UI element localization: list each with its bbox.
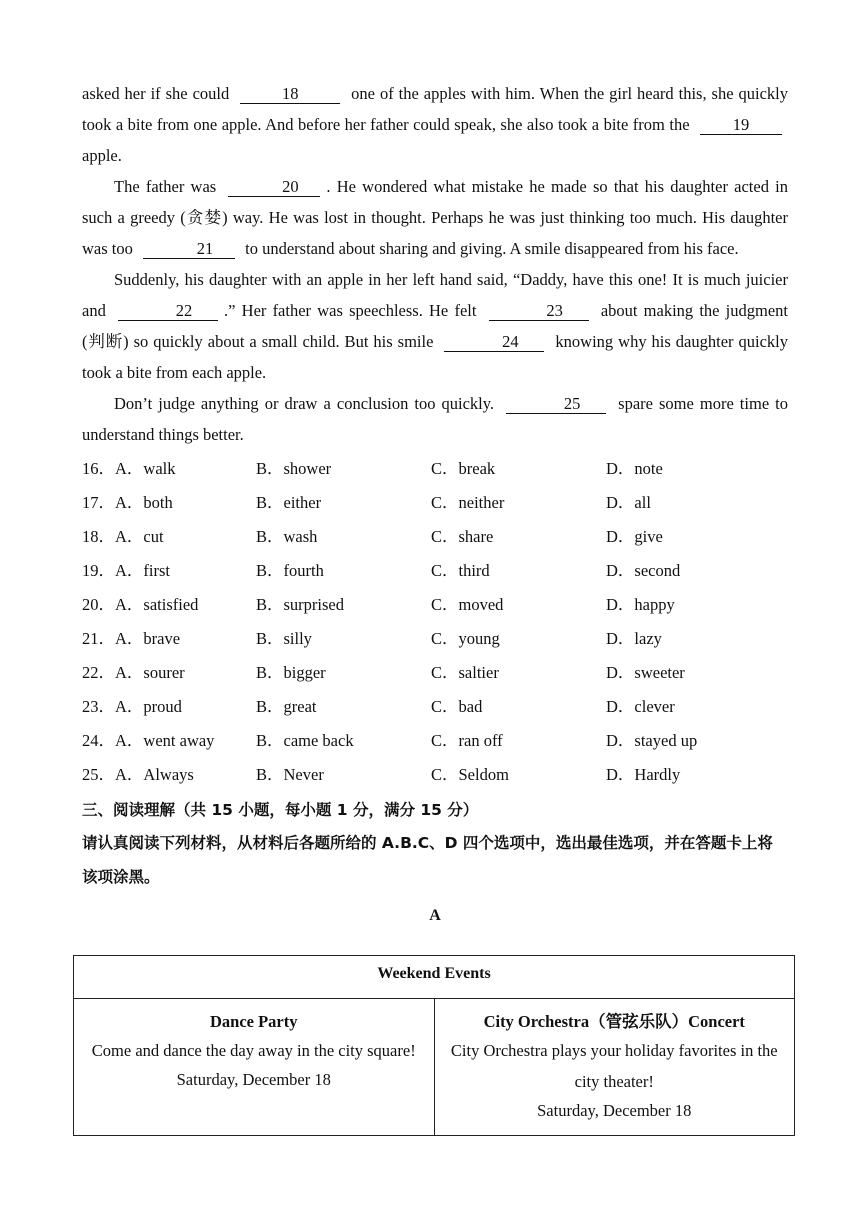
passage-text: spare some more time to understand things better. — [82, 394, 789, 444]
passage-text: to understand about sharing and giving. A smile disappeared from his face. — [245, 239, 739, 258]
answer-blank: 24 — [444, 333, 544, 352]
section-title: 三、阅读理解（共 15 小题，每小题 1 分，满分 15 分） — [82, 801, 479, 819]
option-c: C．break — [431, 459, 496, 478]
option-a: 22．A．sourer — [82, 663, 185, 682]
event-cell-right — [434, 999, 795, 1136]
option-d: D．give — [606, 527, 663, 546]
passage-text: Suddenly, his daughter with an apple in her left hand said, “Daddy, have this one! It is much juicier and — [82, 270, 788, 320]
option-c: C．saltier — [431, 663, 499, 682]
option-c: C．ran off — [431, 731, 503, 750]
option-row — [82, 758, 788, 792]
passage-text: asked her if she could — [82, 84, 230, 103]
passage-text: knowing why his daughter quickly took a bite from each apple. — [82, 332, 789, 382]
section-instruction: 请认真阅读下列材料，从材料后各题所给的 A.B.C、D 四个选项中，选出最佳选项，并在答题卡上将该项涂黑。 — [82, 834, 773, 886]
option-b: B．Never — [256, 765, 324, 784]
passage-text: Don’t judge anything or draw a conclusion too quickly. — [114, 394, 495, 413]
option-d: D．happy — [606, 595, 675, 614]
passage-letter: A — [429, 907, 441, 924]
option-c: C．bad — [431, 697, 483, 716]
option-row — [82, 690, 788, 724]
option-d: D．lazy — [606, 629, 662, 648]
passage-paragraph — [82, 78, 788, 171]
option-a: 24．A．went away — [82, 731, 215, 750]
option-a: 25．A．Always — [82, 765, 194, 784]
event-date: Saturday, December 18 — [537, 1101, 692, 1120]
event-title: City Orchestra（管弦乐队）Concert — [483, 1012, 745, 1031]
table-heading: Weekend Events — [74, 956, 795, 999]
option-b: B．surprised — [256, 595, 344, 614]
option-row — [82, 452, 788, 486]
option-b: B．came back — [256, 731, 354, 750]
option-b: B．silly — [256, 629, 312, 648]
option-a: 16．A．walk — [82, 459, 176, 478]
option-row — [82, 656, 788, 690]
option-d: D．all — [606, 493, 651, 512]
option-b: B．shower — [256, 459, 332, 478]
passage-text: The father was — [114, 177, 217, 196]
option-row — [82, 554, 788, 588]
option-a: 20．A．satisfied — [82, 595, 199, 614]
option-b: B．bigger — [256, 663, 326, 682]
passage-paragraph — [82, 388, 788, 450]
event-date: Saturday, December 18 — [176, 1070, 331, 1089]
option-c: C．share — [431, 527, 494, 546]
event-description: City Orchestra plays your holiday favorites in the city theater! — [450, 1041, 778, 1091]
option-d: D．second — [606, 561, 681, 580]
option-c: C．moved — [431, 595, 504, 614]
option-c: C．third — [431, 561, 490, 580]
event-cell-left — [74, 999, 435, 1136]
answer-blank: 25 — [506, 395, 606, 414]
option-row — [82, 520, 788, 554]
exam-page — [82, 78, 788, 926]
event-description: Come and dance the day away in the city square! — [91, 1041, 416, 1060]
passage-text: about making the judgment (判断) so quickly about a small child. But his smile — [82, 301, 789, 351]
option-d: D．clever — [606, 697, 675, 716]
option-a: 23．A．proud — [82, 697, 182, 716]
answer-blank: 22 — [118, 302, 218, 321]
option-row — [82, 622, 788, 656]
option-d: D．stayed up — [606, 731, 698, 750]
passage-paragraph — [82, 264, 788, 388]
passage-text: . He wondered what mistake he made so that his daughter acted in such a greedy (贪婪) way. He was lost in thought. Perhaps he was just thinking too much. His daughter was too — [82, 177, 788, 258]
option-a: 21．A．brave — [82, 629, 181, 648]
passage-text: apple. — [82, 146, 122, 165]
option-c: C．neither — [431, 493, 505, 512]
option-b: B．great — [256, 697, 317, 716]
passage-text: one of the apples with him. When the girl heard this, she quickly took a bite from one apple. And before her father could speak, she also took a bite from the — [82, 84, 789, 134]
option-c: C．young — [431, 629, 500, 648]
option-b: B．wash — [256, 527, 318, 546]
answer-blank: 18 — [240, 85, 340, 104]
option-a: 17．A．both — [82, 493, 173, 512]
event-title: Dance Party — [209, 1012, 298, 1031]
option-c: C．Seldom — [431, 765, 509, 784]
option-row — [82, 486, 788, 520]
option-a: 19．A．first — [82, 561, 170, 580]
option-b: B．fourth — [256, 561, 324, 580]
passage-text: .” Her father was speechless. He felt — [224, 301, 477, 320]
option-row — [82, 724, 788, 758]
option-row — [82, 588, 788, 622]
option-d: D．sweeter — [606, 663, 685, 682]
options-list — [82, 452, 788, 792]
answer-blank: 23 — [489, 302, 589, 321]
option-b: B．either — [256, 493, 322, 512]
option-d: D．Hardly — [606, 765, 681, 784]
answer-blank: 21 — [143, 240, 235, 259]
passage-paragraph — [82, 171, 788, 264]
events-table — [73, 955, 795, 1136]
answer-blank: 19 — [700, 116, 782, 135]
answer-blank: 20 — [228, 178, 320, 197]
option-d: D．note — [606, 459, 663, 478]
option-a: 18．A．cut — [82, 527, 164, 546]
